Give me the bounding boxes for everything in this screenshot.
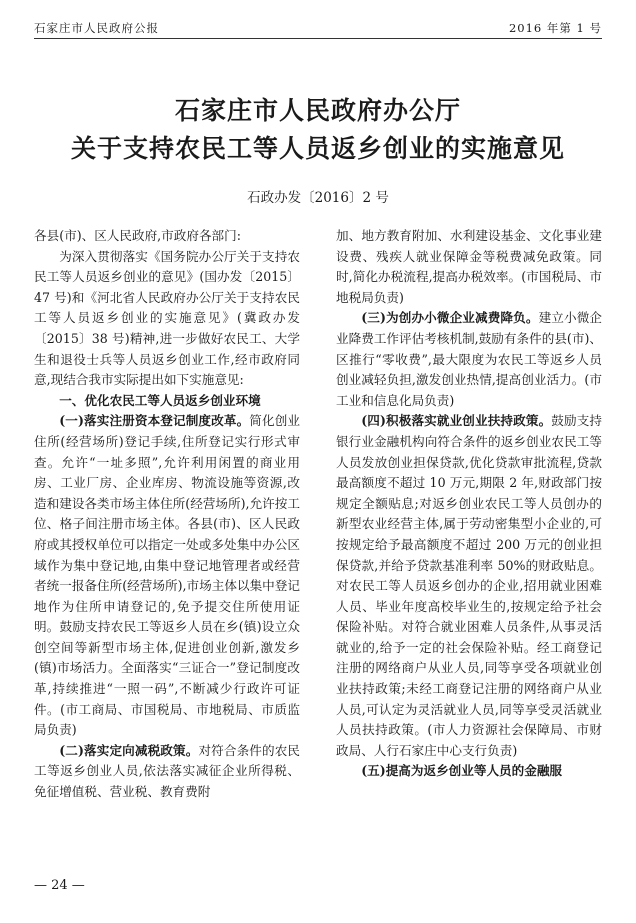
item-paragraph <box>34 741 300 803</box>
item-label: (五)提高为返乡创业等人员的金融服 <box>361 763 563 779</box>
left-column <box>34 226 300 803</box>
page-number: — 24 — <box>34 878 85 893</box>
document-number: 石政办发〔2016〕2 号 <box>247 190 389 206</box>
item-label: (一)落实注册资本登记制度改革。 <box>59 413 250 429</box>
right-column <box>336 226 602 782</box>
intro-paragraph: 为深入贯彻落实《国务院办公厅关于支持农民工等人员返乡创业的意见》(国办发〔2015〕47 号)和《河北省人民政府办公厅关于支持农民工等人员返乡创业的实施意见》(冀政办发〔2015〕38 号)精神,进一步做好农民工、大学生和退役士兵等人员返乡创业工作,经市政府同意,现结合我市实际提出如下实施意见: <box>34 248 300 388</box>
salutation: 各县(市)、区人民政府,市政府各部门: <box>34 228 241 243</box>
item-label: (二)落实定向减税政策。 <box>59 742 199 758</box>
item-text: 简化创业住所(经营场所)登记手续,住所登记实行形式审查。允许“一址多照”,允许利用闲置的商业用房、工业厂房、企业库房、物流设施等资源,改造和建设各类市场主体住所(经营场所),允许按工位、格子间注册市场主体。各县(市)、区人民政府或其授权单位可以指定一处或多处集中办公区域作为集中登记地,由集中登记地管理者或经营者统一报备住所(经营场所),市场主体以集中登记地作为住所申请登记的,免予提交住所使用证明。鼓励支持农民工等返乡人员在乡(镇)设立众创空间等新型市场主体,促进创业创新,激发乡(镇)市场活力。全面落实“三证合一”登记制度改革,持续推进“一照一码”,不断减少行政许可证件。(市工商局、市国税局、市地税局、市质监局负责) <box>34 413 301 738</box>
item-label: (三)为创办小微企业减费降负。 <box>361 310 539 326</box>
publication-name: 石家庄市人民政府公报 <box>34 21 159 35</box>
item-paragraph <box>336 761 602 782</box>
title-line-1: 石家庄市人民政府办公厅 <box>174 96 461 125</box>
item-label: (四)积极落实就业创业扶持政策。 <box>361 413 552 429</box>
item-text: 对符合条件的农民工等返乡创业人员,依法落实减征企业所得税、免征增值税、营业税、教育费附 <box>34 742 300 800</box>
issue-number: 2016 年第 1 号 <box>508 21 602 35</box>
continuation-paragraph: 加、地方教育附加、水利建设基金、文化事业建设费、残疾人就业保障金等税费减免政策。同时,简化办税流程,提高办税效率。(市国税局、市地税局负责) <box>336 228 602 305</box>
item-paragraph <box>34 411 300 741</box>
item-text: 鼓励支持银行业金融机构向符合条件的返乡创业农民工等人员发放创业担保贷款,优化贷款审批流程,贷款最高额度不超过 10 万元,期限 2 年,财政部门按规定全额贴息;对返乡创业农民工等人员创办的新型农业经营主体,属于劳动密集型小企业的,可按规定给予最高额度不超过 200 万元的创业担保贷款,并给予贷款基准利率 50%的财政贴息。对农民工等人员返乡创办的企业,招用就业困难人员、毕业年度高校毕业生的,按规定给予社会保险补贴。对符合就业困难人员条件,从事灵活就业的,给予一定的社会保险补贴。经工商登记注册的网络商户从业人员,同等享受各项就业创业扶持政策;未经工商登记注册的网络商户从业人员,可认定为灵活就业人员,同等享受灵活就业人员扶持政策。(市人力资源社会保障局、市财政局、人行石家庄中心支行负责) <box>336 413 603 758</box>
item-paragraph <box>336 411 602 761</box>
page-header <box>34 16 602 39</box>
title-line-2: 关于支持农民工等人员返乡创业的实施意见 <box>70 134 565 163</box>
section-heading: 一、优化农民工等人员返乡创业环境 <box>59 392 261 408</box>
document-title <box>0 92 636 168</box>
item-paragraph <box>336 308 602 411</box>
item-text: 建立小微企业降费工作评估考核机制,鼓励有条件的县(市)、区推行“零收费”,最大限度为农民工等返乡人员创业减轻负担,激发创业热情,提高创业活力。(市工业和信息化局负责) <box>336 310 603 408</box>
